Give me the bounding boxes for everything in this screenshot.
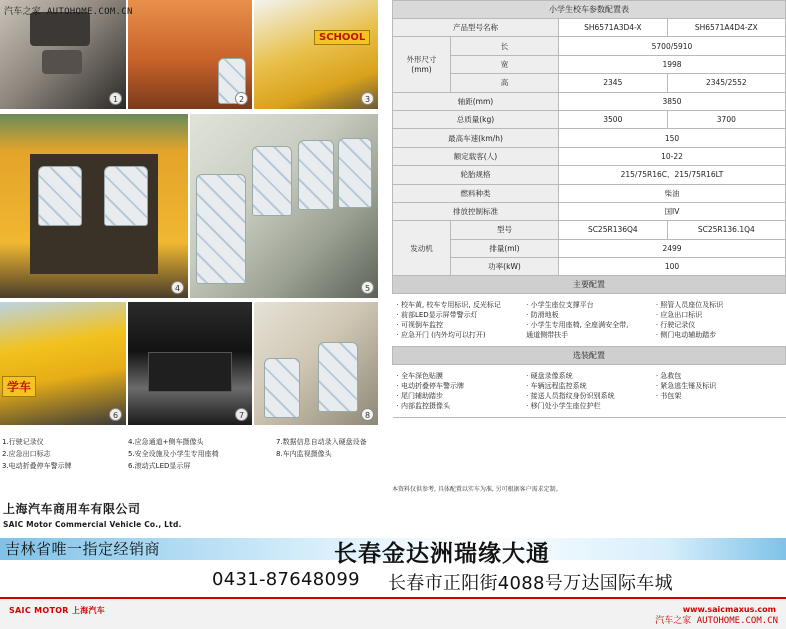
dealer-name: 长春金达洲瑞缘大通 — [334, 541, 550, 567]
photo-number: 3 — [361, 92, 374, 105]
width-value: 1998 — [558, 55, 785, 73]
saic-logo: SAIC MOTOR 上海汽车 — [9, 606, 106, 615]
feature-item: · 车辆远程监控系统 — [526, 382, 587, 391]
tire-label: 轮胎规格 — [393, 166, 559, 184]
website-link[interactable]: www.saicmaxus.com — [682, 605, 776, 614]
caption: 7.数据信息自动录入硬盘设备 — [276, 438, 367, 446]
dealer-phone: 0431-87648099 — [212, 569, 360, 590]
dims-label: 外形尺寸 (mm) — [393, 37, 451, 92]
feature-item: · 应急出口标识 — [655, 311, 703, 320]
optional-config-list — [393, 365, 786, 418]
displacement-label: 排量(ml) — [451, 239, 559, 257]
model-a: SH6571A3D4-X — [558, 19, 667, 37]
emission-value: 国IV — [558, 202, 785, 220]
seats-value: 10-22 — [558, 147, 785, 165]
company-block — [3, 500, 182, 529]
photo-number: 5 — [361, 281, 374, 294]
height-value-a: 2345 — [558, 74, 667, 92]
feature-item: · 紧急逃生锤及标识 — [655, 382, 717, 391]
caption: 8.车内监视摄像头 — [276, 450, 332, 458]
caption: 1.行驶记录仪 — [2, 438, 44, 446]
emission-label: 排放控制标准 — [393, 202, 559, 220]
spec-title: 小学生校车参数配置表 — [393, 1, 786, 19]
power-value: 100 — [558, 258, 785, 276]
feature-item: · 尾门辅助踏步 — [396, 392, 443, 401]
photo-recorder — [128, 302, 252, 425]
caption: 4.应急通道+侧车摄像头 — [128, 438, 204, 446]
main-config-list — [393, 294, 786, 347]
feature-item: · 电动折叠停车警示牌 — [396, 382, 464, 391]
dealer-banner — [0, 533, 786, 597]
student-sign: 学车 — [2, 376, 36, 397]
length-label: 长 — [451, 37, 559, 55]
wheelbase-value: 3850 — [558, 92, 785, 110]
watermark-top: 汽车之家 AUTOHOME.COM.CN — [4, 7, 133, 17]
model-b: SH6571A4D4-ZX — [667, 19, 785, 37]
watermark-bottom: 汽车之家 AUTOHOME.COM.CN — [655, 616, 778, 626]
photo-number: 2 — [235, 92, 248, 105]
speed-label: 最高车速(km/h) — [393, 129, 559, 147]
feature-item: · 急救包 — [655, 372, 682, 381]
width-label: 宽 — [451, 55, 559, 73]
caption: 5.安全设施及小学生专用座椅 — [128, 450, 219, 458]
feature-item: · 移门处小学生座位护栏 — [526, 402, 601, 411]
caption: 3.电动折叠停车警示牌 — [2, 462, 72, 470]
seats-label: 额定载客(人) — [393, 147, 559, 165]
power-label: 功率(kW) — [451, 258, 559, 276]
feature-item: · 小学生座位支撑平台 — [526, 301, 594, 310]
photo-seat — [128, 0, 252, 109]
feature-item: · 硬盘录像系统 — [526, 372, 573, 381]
mass-value-a: 3500 — [558, 110, 667, 128]
dealer-tag: 吉林省唯一指定经销商 — [5, 540, 161, 558]
engine-label: 发动机 — [393, 221, 451, 276]
displacement-value: 2499 — [558, 239, 785, 257]
optional-config-title: 选装配置 — [393, 347, 786, 365]
engine-model-a: SC25R136Q4 — [558, 221, 667, 239]
photo-number: 6 — [109, 408, 122, 421]
spec-table — [392, 0, 786, 480]
height-value-b: 2345/2552 — [667, 74, 785, 92]
feature-item: · 可视倒车监控 — [396, 321, 443, 330]
feature-item: · 小学生专用座椅, 全座满安全带, — [526, 321, 629, 330]
caption: 2.应急出口标志 — [2, 450, 51, 458]
dealer-address: 长春市正阳街4088号万达国际车城 — [388, 573, 673, 594]
caption: 6.滚动式LED显示屏 — [128, 462, 191, 470]
company-name-cn: 上海汽车商用车有限公司 — [3, 502, 141, 516]
feature-item: · 书包架 — [655, 392, 682, 401]
photo-number: 8 — [361, 408, 374, 421]
feature-item: 通道侧带扶手 — [526, 331, 569, 340]
tire-value: 215/75R16C、215/75R16LT — [558, 166, 785, 184]
photo-interior-seats — [190, 114, 378, 298]
photo-bus-rear — [0, 114, 188, 298]
feature-item: · 应急开门 (内外均可以打开) — [396, 331, 486, 340]
feature-item: · 接送人员指纹身份识别系统 — [526, 392, 615, 401]
feature-item: · 前部LED显示屏带警示灯 — [396, 311, 478, 320]
feature-item: · 校车黄, 校车专用标识, 反光标记 — [396, 301, 501, 310]
company-name-en: SAIC Motor Commercial Vehicle Co., Ltd. — [3, 520, 182, 529]
fuel-value: 柴油 — [558, 184, 785, 202]
feature-item: · 内部监控摄像头 — [396, 402, 450, 411]
feature-item: · 全车深色贴膜 — [396, 372, 443, 381]
photo-number: 4 — [171, 281, 184, 294]
length-value: 5700/5910 — [558, 37, 785, 55]
photo-led-sign — [0, 302, 126, 425]
main-config-title: 主要配置 — [393, 276, 786, 294]
wheelbase-label: 轴距(mm) — [393, 92, 559, 110]
speed-value: 150 — [558, 129, 785, 147]
engine-model-b: SC25R136.1Q4 — [667, 221, 785, 239]
feature-item: · 防滑地板 — [526, 311, 559, 320]
feature-item: · 照管人员座位及标识 — [655, 301, 724, 310]
feature-item: · 侧门电动辅助踏步 — [655, 331, 717, 340]
engine-model-label: 型号 — [451, 221, 559, 239]
fuel-label: 燃料种类 — [393, 184, 559, 202]
mass-label: 总质量(kg) — [393, 110, 559, 128]
spec-footnote: 本资料仅供参考, 具体配置以实车为准, 另可根据客户需求定制。 — [392, 486, 562, 493]
photo-interior-camera — [254, 302, 378, 425]
photo-bus-front — [254, 0, 378, 109]
school-sign: SCHOOL — [314, 30, 370, 45]
feature-item: · 行驶记录仪 — [655, 321, 696, 330]
photo-number: 7 — [235, 408, 248, 421]
mass-value-b: 3700 — [667, 110, 785, 128]
height-label: 高 — [451, 74, 559, 92]
photo-number: 1 — [109, 92, 122, 105]
model-label: 产品型号名称 — [393, 19, 559, 37]
